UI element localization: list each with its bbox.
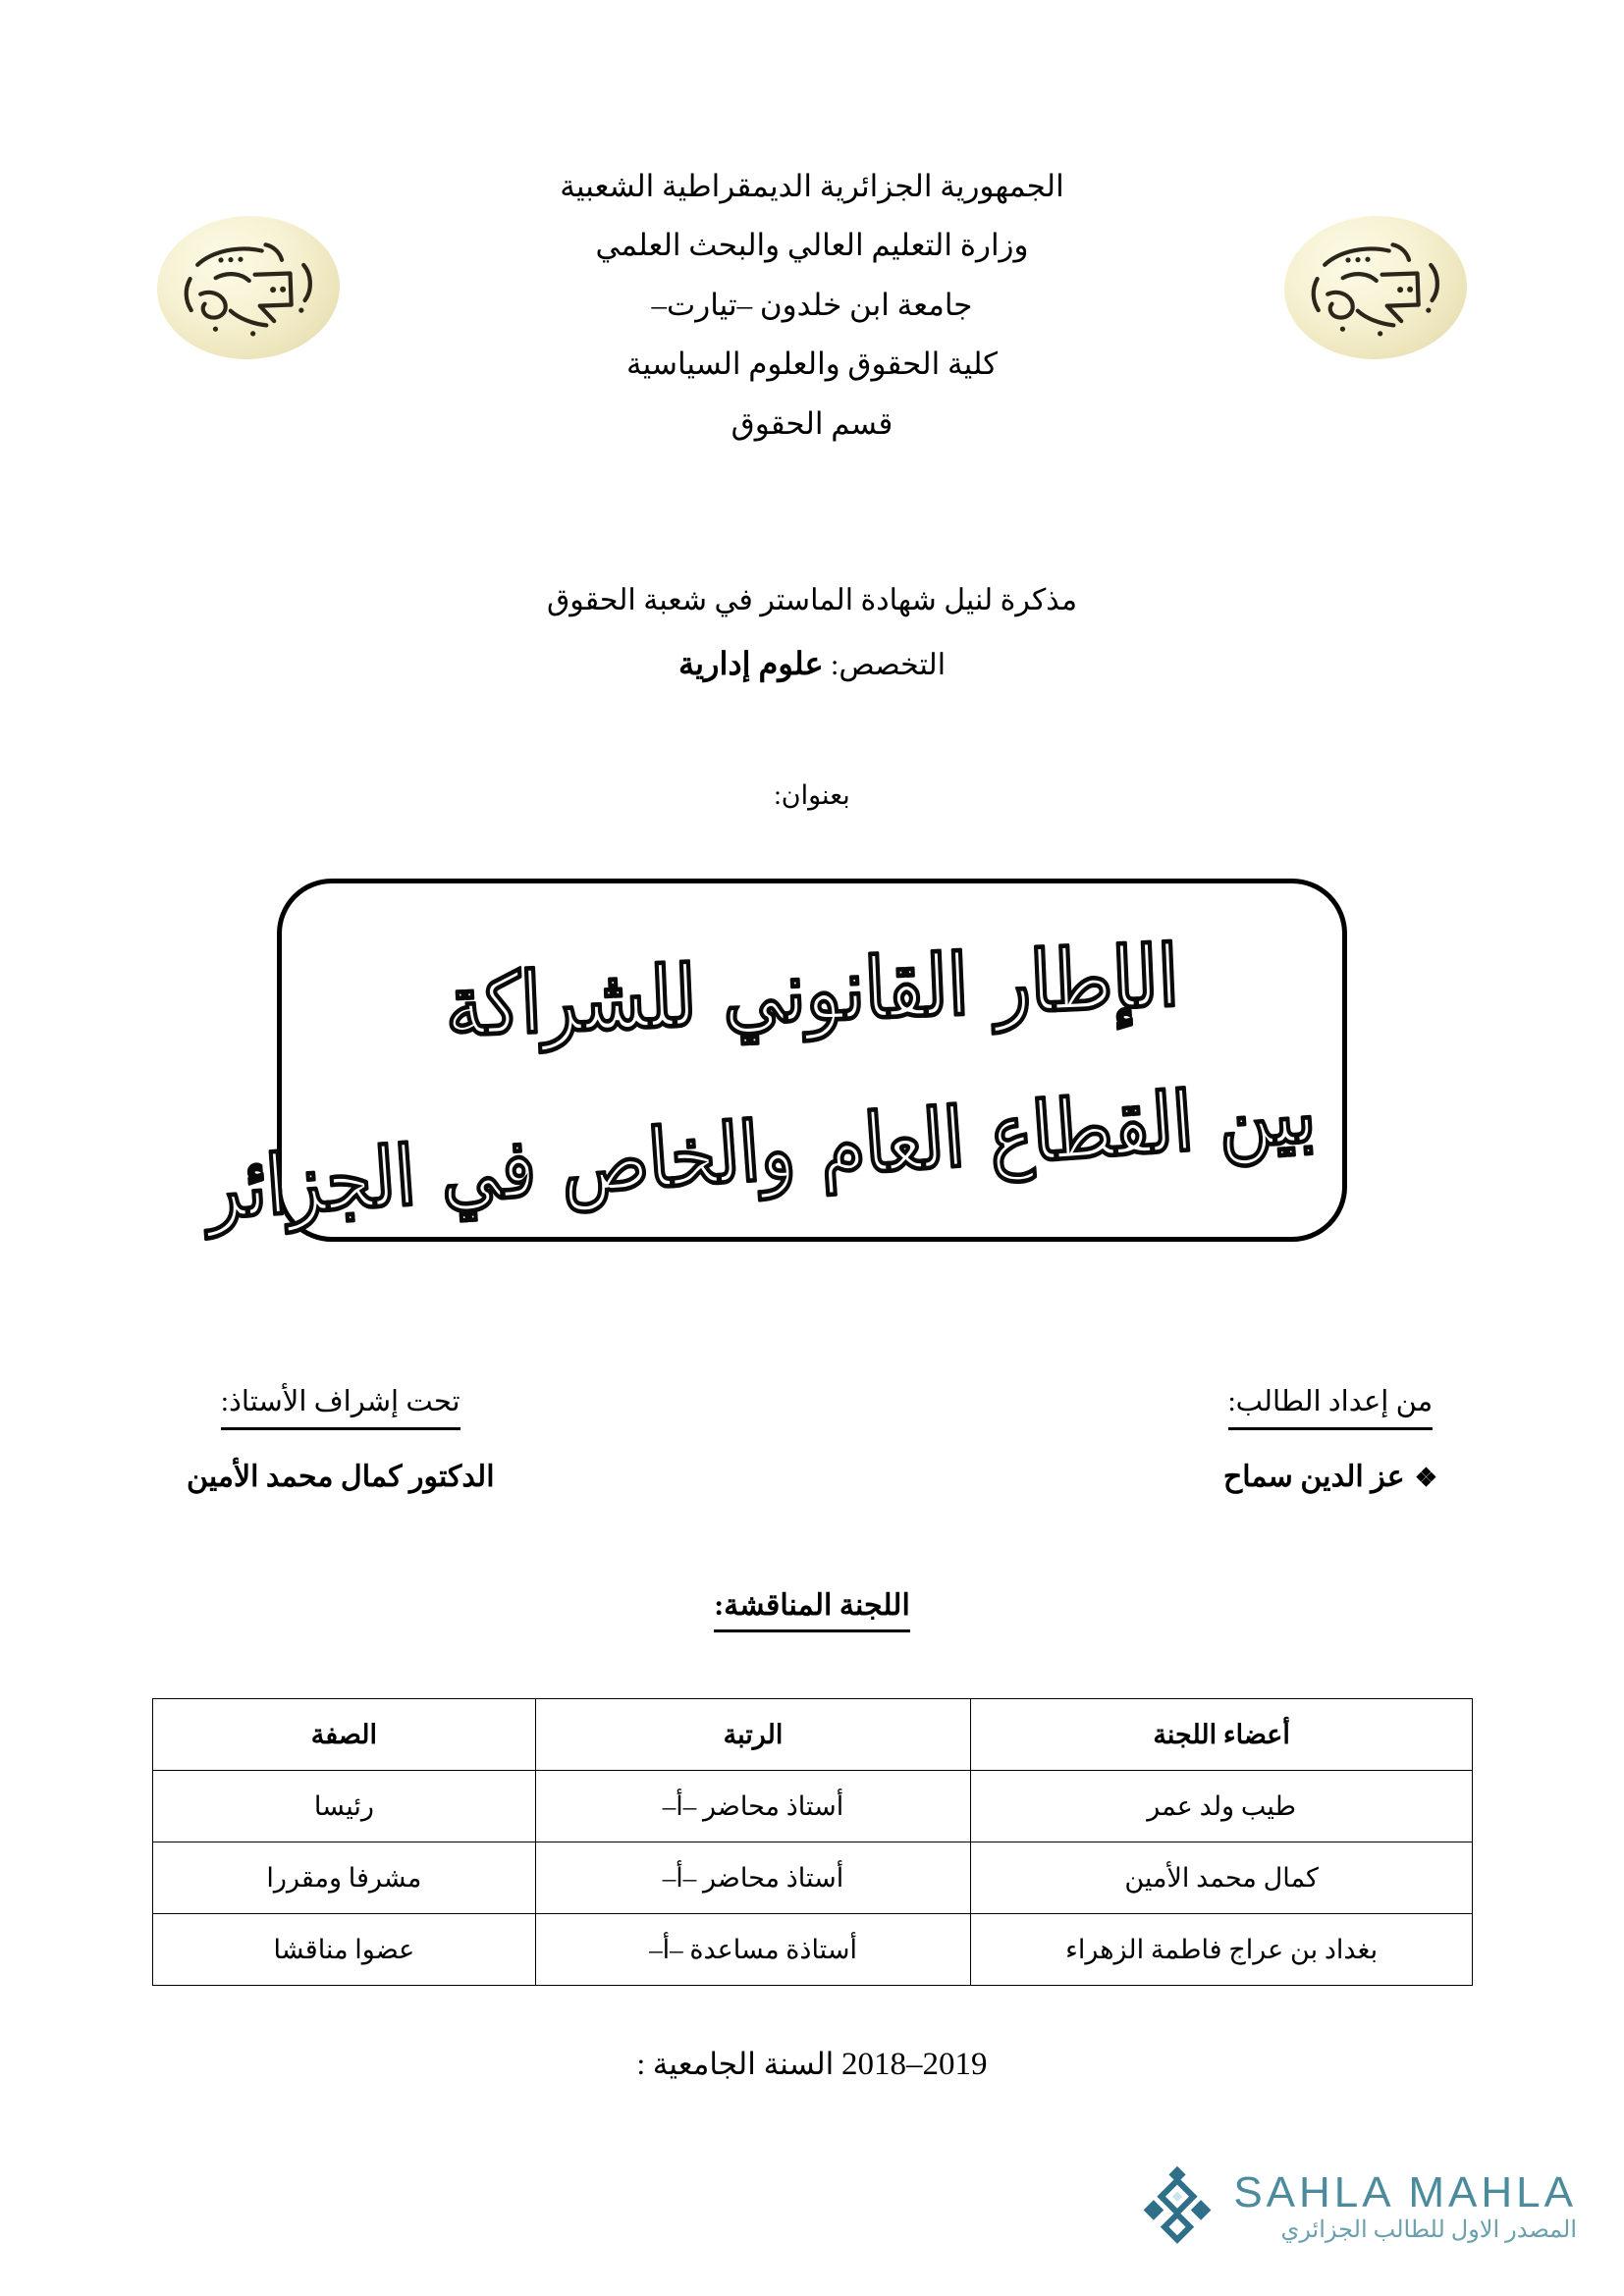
header-line-republic: الجمهورية الجزائرية الديمقراطية الشعبية: [560, 169, 1064, 203]
table-row: [153, 1914, 1473, 1986]
header-line-faculty: كلية الحقوق والعلوم السياسية: [626, 347, 998, 382]
committee-table: [152, 1698, 1473, 1986]
institution-block: [0, 157, 1624, 454]
watermark-text: [1233, 2170, 1577, 2242]
cell-member: كمال محمد الأمين: [971, 1842, 1473, 1914]
column-header-rank: الرتبة: [535, 1699, 971, 1771]
cell-role: مشرفا ومقررا: [153, 1842, 536, 1914]
student-name-row: [1223, 1460, 1437, 1494]
watermark-title: SAHLA MAHLA: [1233, 2168, 1577, 2217]
supervisor-label: تحت إشراف الأستاذ:: [221, 1384, 460, 1430]
watermark: [1135, 2164, 1577, 2249]
cell-role: رئيسا: [153, 1771, 536, 1842]
student-label: من إعداد الطالب:: [1228, 1384, 1434, 1430]
header-line-ministry: وزارة التعليم العالي والبحث العلمي: [595, 228, 1029, 263]
specialization-line: [0, 631, 1624, 697]
thesis-title-box: [202, 879, 1347, 1242]
watermark-subtitle: المصدر الاول للطالب الجزائري: [1280, 2216, 1577, 2243]
degree-statement: مذكرة لنيل شهادة الماستر في شعبة الحقوق: [546, 584, 1078, 616]
cell-role: عضوا مناقشا: [153, 1914, 536, 1986]
degree-block: [0, 569, 1624, 697]
bullet-icon: ❖: [1414, 1464, 1437, 1492]
table-row: [153, 1771, 1473, 1842]
cell-member: بغداد بن عراج فاطمة الزهراء: [971, 1914, 1473, 1986]
committee-heading: [0, 1588, 1624, 1623]
table-row: [153, 1842, 1473, 1914]
cell-rank: أستاذ محاضر –أ–: [535, 1771, 971, 1842]
specialization-value: علوم إدارية: [677, 646, 824, 681]
header-line-university: جامعة ابن خلدون –تيارت–: [651, 287, 973, 322]
cell-member: طيب ولد عمر: [971, 1771, 1473, 1842]
student-column: [1223, 1384, 1437, 1494]
specialization-label: التخصص:: [831, 649, 947, 681]
diamond-ornament-icon: [1135, 2164, 1219, 2249]
table-header-row: [153, 1699, 1473, 1771]
header-line-department: قسم الحقوق: [731, 405, 893, 441]
column-header-members: أعضاء اللجنة: [971, 1699, 1473, 1771]
cell-rank: أستاذة مساعدة –أ–: [535, 1914, 971, 1986]
supervisor-name: الدكتور كمال محمد الأمين: [187, 1461, 495, 1493]
cell-rank: أستاذ محاضر –أ–: [535, 1842, 971, 1914]
authorship-block: [147, 1384, 1477, 1494]
student-name: عز الدين سماح: [1222, 1461, 1405, 1493]
supervisor-column: [187, 1384, 495, 1494]
academic-year-value: 2018–2019: [841, 2047, 988, 2082]
academic-year-line: [0, 2047, 1624, 2083]
page-header: [0, 157, 1624, 491]
thesis-title-line-1: الإطار القانوني للشراكة: [443, 926, 1181, 1055]
thesis-title-line-2: بين القطاع العام والخاص في الجزائر: [202, 1066, 1320, 1239]
academic-year-label: السنة الجامعية :: [636, 2047, 835, 2081]
title-intro-label: بعنوان:: [774, 780, 850, 810]
committee-heading-text: اللجنة المناقشة:: [714, 1589, 910, 1632]
column-header-role: الصفة: [153, 1699, 536, 1771]
